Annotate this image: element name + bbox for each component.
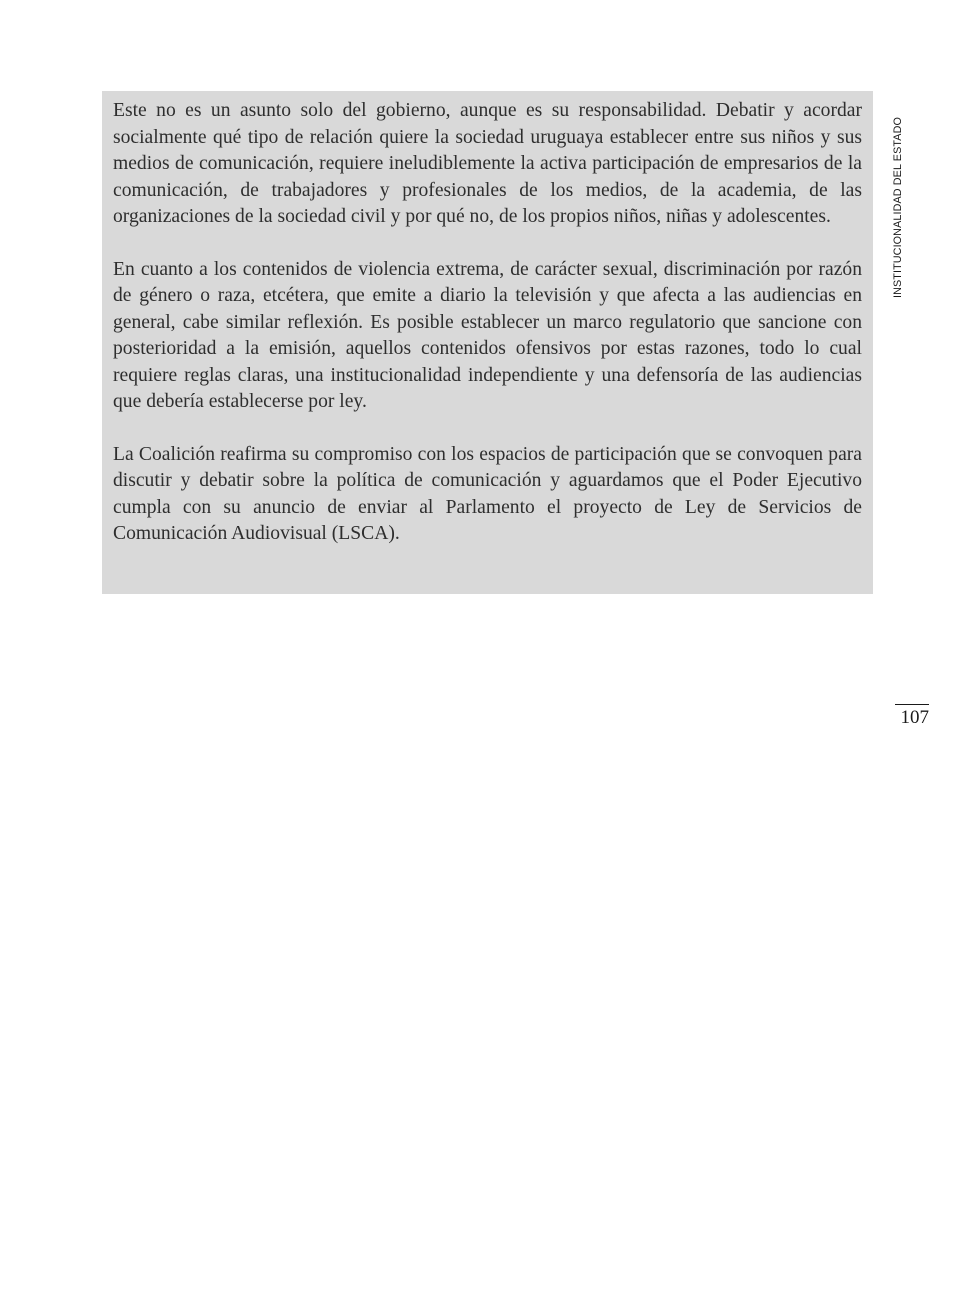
box-paragraph-3: La Coalición reafirma su compromiso con los espacios de participación que se convoquen para discutir y debatir sobre la política de comunicación y aguardamos que el Poder Ejecutivo cumpla con su anuncio de enviar al Parlamento el proyecto de Ley de Servicios de Comunicación Audiovisual (LSCA). [113, 443, 862, 544]
page-number: 107 [900, 707, 929, 728]
page-number-rule [895, 704, 929, 705]
shaded-text-box [102, 91, 873, 594]
box-paragraph-2: En cuanto a los contenidos de violencia extrema, de carácter sexual, discriminación por razón de género o raza, etcétera, que emite a diario la televisión y que afecta a las audiencias en general, cabe similar reflexión. Es posible establecer un marco regulatorio que sancione con posterioridad a la emisión, aquellos contenidos ofensivos por estas razones, todo lo cual requiere reglas claras, una institucionalidad independiente y una defensoría de las audiencias que debería establecerse por ley. [113, 258, 862, 412]
box-paragraph-1: Este no es un asunto solo del gobierno, aunque es su responsabilidad. Debatir y acordar socialmente qué tipo de relación quiere la sociedad uruguaya establecer entre sus niños y sus medios de comunicación, requiere ineludiblemente la activa participación de empresarios de la comunicación, de trabajadores y profesionales de los medios, de la academia, de las organizaciones de la sociedad civil y por qué no, de los propios niños, niñas y adolescentes. [113, 100, 862, 227]
running-head: INSTITUCIONALIDAD DEL ESTADO [892, 117, 904, 298]
